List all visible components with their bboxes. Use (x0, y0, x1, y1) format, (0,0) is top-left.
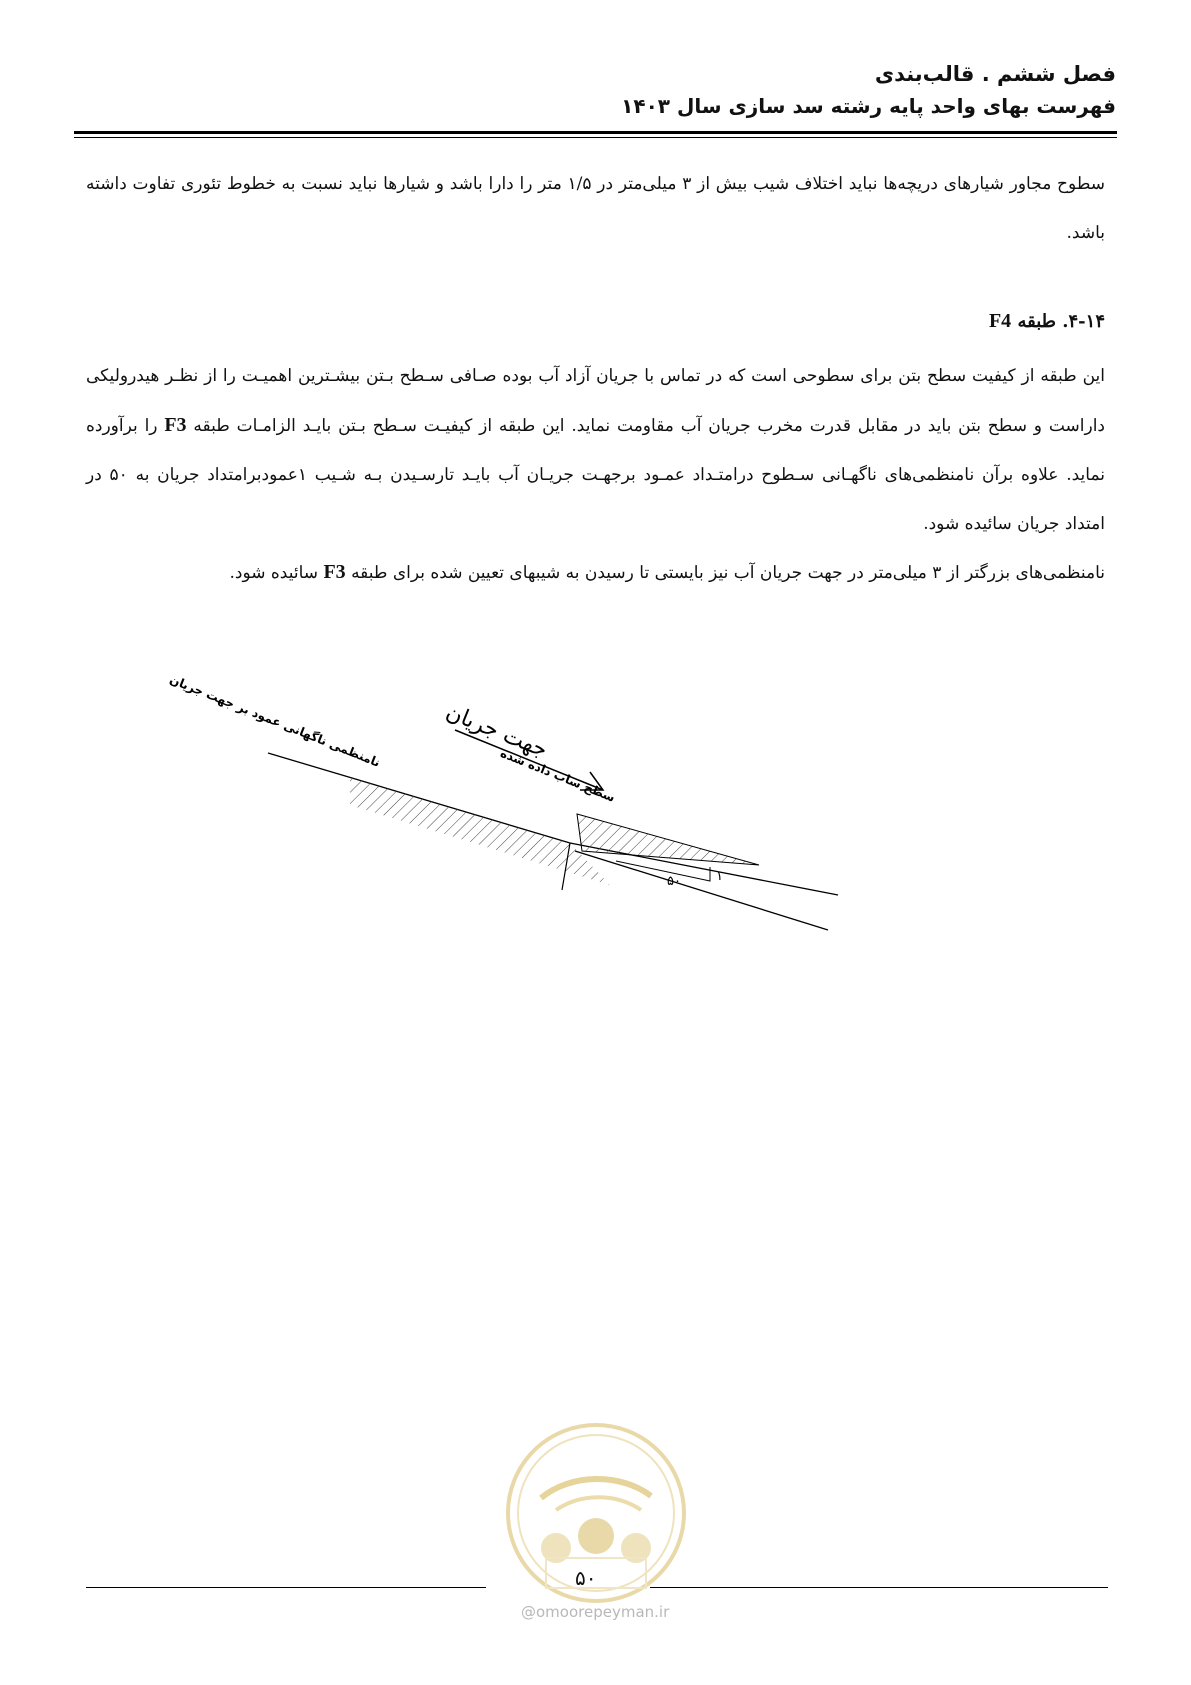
paragraph-3 (86, 548, 1105, 598)
paragraph-3-part1: نامنظمی‌های بزرگتر از ۳ میلی‌متر در جهت جریان آب نیز بایستی تا رسیدن به شیبهای تعیین شده برای طبقه (351, 563, 1105, 583)
section-heading (989, 310, 1105, 333)
ground-surface-label: سطح ساب داده شده (498, 745, 618, 805)
footer-rule-right (650, 1587, 1108, 1588)
header-rule-thin (74, 137, 1117, 138)
paragraph-2-part1: این طبقه از کیفیت سطح بتن برای سطوحی است که در تماس با جریان آزاد آب بوده صـافی سـطح بـتن بیشـترین اهمیـت را از نظـر هیدرولیکی داراست و سطح بتن باید در مقابل قدرت مخرب جریان آب مقاومت نماید. این طبقه از کیفیـت سـطح بـتن بایـد الزامـات طبقه (86, 366, 1105, 436)
paragraph-1: سطوح مجاور شیارهای دریچه‌ها نباید اختلاف شیب بیش از ۳ میلی‌متر در ۱/۵ متر را دارا باشد و شیارها نباید نسبت به خطوط تئوری تفاوت داشته باشد. (86, 174, 1106, 243)
paragraph-3-code: F3 (323, 561, 346, 583)
website-watermark: @omoorepeyman.ir (521, 1603, 670, 1621)
footer-rule-left (86, 1587, 486, 1588)
section-number: ۴-۱۴. طبقه (1017, 311, 1105, 332)
paragraph-2-code: F3 (164, 414, 187, 436)
flow-surface-diagram (167, 672, 920, 1015)
paragraph-2 (86, 352, 1105, 549)
flow-direction-label: جهت جریان (442, 699, 551, 764)
section-code: F4 (988, 310, 1012, 332)
perpendicular-irregularity-label: نامنظمی ناگهانی عمود بر جهت جریان (167, 672, 383, 770)
ratio-one: ۱ (716, 869, 723, 884)
page-number: ۵۰ (575, 1566, 597, 1590)
ground-hatching (350, 777, 610, 885)
ground-wedge (577, 814, 759, 865)
document-title: فهرست بهای واحد پایه رشته سد سازی سال ۱۴۰۳ (621, 94, 1116, 118)
chapter-title: فصل ششم . قالب‌بندی (874, 62, 1116, 86)
ratio-fifty: ۵۰ (667, 874, 681, 889)
lower-surface-line (575, 851, 828, 930)
paragraph-2-part2: را برآورده نماید. علاوه برآن نامنظمی‌های ناگهـانی سـطوح درامتـداد عمـود برجهـت جریـان آب بایـد تارسـیدن بـه شـیب ۱عمودبرامتداد جریان به ۵۰ در امتداد جریان سائیده شود. (86, 416, 1106, 534)
paragraph-3-part2: سائیده شود. (229, 563, 319, 583)
header-rule-thick (74, 131, 1117, 134)
page-header (621, 58, 1116, 122)
